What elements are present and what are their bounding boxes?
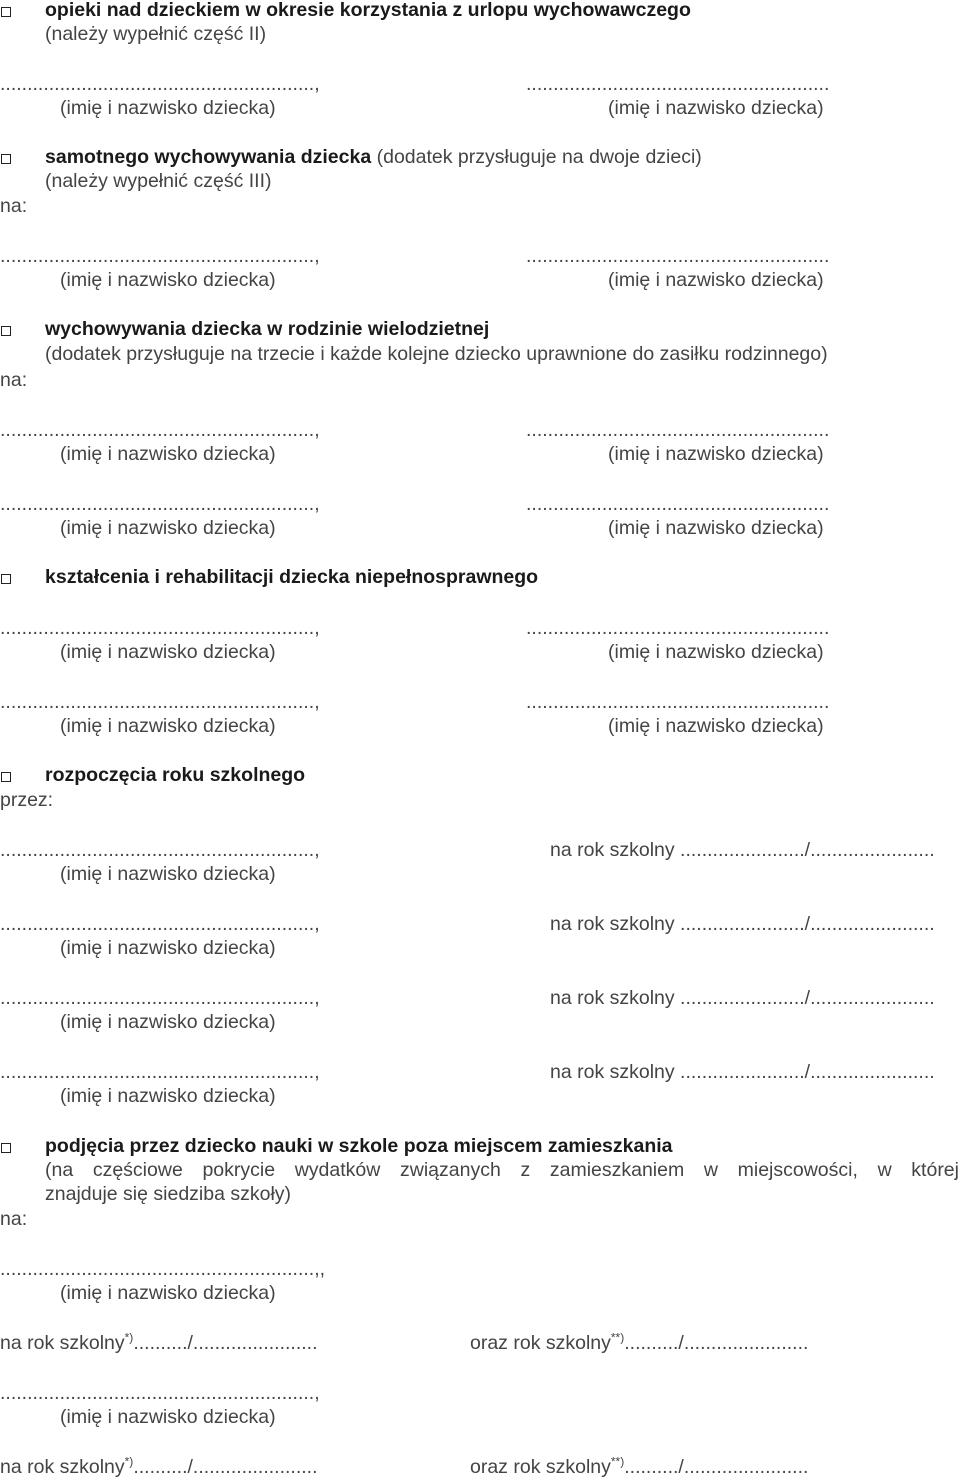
child-name-field[interactable]: .........................................................., bbox=[0, 419, 320, 441]
child-name-field[interactable]: ........................................................ bbox=[526, 245, 830, 267]
child-name-field[interactable]: ........................................................ bbox=[526, 493, 830, 515]
section-title-parental-leave-care: opieki nad dzieckiem w okresie korzystania z urlopu wychowawczego bbox=[45, 0, 691, 21]
child-name-field[interactable]: .........................................................., bbox=[0, 617, 320, 639]
child-name-label: (imię i nazwisko dziecka) bbox=[60, 1406, 276, 1428]
child-name-field[interactable]: ........................................................ bbox=[526, 691, 830, 713]
section-title-large-family: wychowywania dziecka w rodzinie wielodzietnej bbox=[45, 318, 490, 340]
section-title-school-away-from-home: podjęcia przez dziecko nauki w szkole poza miejscem zamieszkania bbox=[45, 1135, 673, 1157]
school-year-field[interactable]: na rok szkolny ......................./....................... bbox=[550, 913, 935, 935]
and-school-year-label: oraz rok szkolny bbox=[470, 1332, 611, 1354]
school-year-field[interactable]: na rok szkolny ......................./....................... bbox=[550, 1061, 935, 1083]
section-title-disabled-child-education: kształcenia i rehabilitacji dziecka niepełnosprawnego bbox=[45, 566, 539, 588]
child-name-label: (imię i nazwisko dziecka) bbox=[608, 641, 824, 663]
child-name-label: (imię i nazwisko dziecka) bbox=[60, 937, 276, 959]
przez-label: przez: bbox=[0, 789, 54, 811]
child-name-field[interactable]: .........................................................., bbox=[0, 691, 320, 713]
section-note-large-family: (dodatek przysługuje na trzecie i każde kolejne dziecko uprawnione do zasiłku rodzinnego) bbox=[45, 343, 828, 365]
checkbox-large-family[interactable] bbox=[1, 326, 11, 336]
child-name-label: (imię i nazwisko dziecka) bbox=[60, 641, 276, 663]
and-school-year-field-star[interactable] bbox=[470, 1455, 808, 1479]
school-year-field[interactable]: na rok szkolny ......................./....................... bbox=[550, 987, 935, 1009]
checkbox-single-parent[interactable] bbox=[1, 154, 11, 164]
child-name-label: (imię i nazwisko dziecka) bbox=[60, 97, 276, 119]
na-label: na: bbox=[0, 195, 28, 217]
and-school-year-dots: ........../....................... bbox=[624, 1456, 809, 1478]
child-name-label: (imię i nazwisko dziecka) bbox=[60, 1282, 276, 1304]
school-year-field-star[interactable] bbox=[0, 1455, 318, 1479]
footnote-marker: *) bbox=[124, 1330, 134, 1345]
child-name-field[interactable]: .........................................................., bbox=[0, 1382, 320, 1404]
footnote-marker: *) bbox=[124, 1454, 134, 1469]
school-year-dots: ........../....................... bbox=[133, 1456, 318, 1478]
school-year-label: na rok szkolny bbox=[0, 1456, 125, 1478]
child-name-field[interactable]: ........................................................ bbox=[526, 617, 830, 639]
child-name-label: (imię i nazwisko dziecka) bbox=[608, 269, 824, 291]
section-note-single-parent: (należy wypełnić część III) bbox=[45, 170, 272, 192]
child-name-label: (imię i nazwisko dziecka) bbox=[60, 1085, 276, 1107]
child-name-field[interactable]: .........................................................., bbox=[0, 913, 320, 935]
section-title-single-parent-note: (dodatek przysługuje na dwoje dzieci) bbox=[376, 146, 702, 168]
child-name-label: (imię i nazwisko dziecka) bbox=[60, 443, 276, 465]
child-name-field[interactable]: .........................................................., bbox=[0, 73, 320, 95]
school-year-field[interactable]: na rok szkolny ......................./....................... bbox=[550, 839, 935, 861]
section-note-school-away-line1: (na częściowe pokrycie wydatków związanych z zamieszkaniem w miejscowości, w której bbox=[45, 1159, 959, 1181]
child-name-label: (imię i nazwisko dziecka) bbox=[60, 269, 276, 291]
section-title-single-parent: samotnego wychowywania dziecka bbox=[45, 146, 372, 168]
footnote-marker: **) bbox=[610, 1454, 625, 1469]
child-name-label: (imię i nazwisko dziecka) bbox=[60, 863, 276, 885]
child-name-label: (imię i nazwisko dziecka) bbox=[608, 517, 824, 539]
child-name-field[interactable]: .........................................................., bbox=[0, 1061, 320, 1083]
child-name-label: (imię i nazwisko dziecka) bbox=[60, 1011, 276, 1033]
and-school-year-label: oraz rok szkolny bbox=[470, 1456, 611, 1478]
na-label: na: bbox=[0, 1208, 28, 1230]
checkbox-parental-leave-care[interactable] bbox=[1, 7, 11, 17]
school-year-dots: ........../....................... bbox=[133, 1332, 318, 1354]
child-name-label: (imię i nazwisko dziecka) bbox=[608, 97, 824, 119]
and-school-year-dots: ........../....................... bbox=[624, 1332, 809, 1354]
child-name-label: (imię i nazwisko dziecka) bbox=[60, 517, 276, 539]
child-name-field[interactable]: .........................................................., bbox=[0, 839, 320, 861]
school-year-label: na rok szkolny bbox=[0, 1332, 125, 1354]
section-title-single-parent-line bbox=[45, 145, 702, 169]
section-title-school-year-start: rozpoczęcia roku szkolnego bbox=[45, 764, 306, 786]
child-name-field[interactable]: ........................................................ bbox=[526, 419, 830, 441]
child-name-field[interactable]: .........................................................., bbox=[0, 493, 320, 515]
section-note-school-away-line2: znajduje się siedziba szkoły) bbox=[45, 1183, 292, 1205]
child-name-label: (imię i nazwisko dziecka) bbox=[60, 715, 276, 737]
child-name-label: (imię i nazwisko dziecka) bbox=[608, 715, 824, 737]
child-name-field[interactable]: ........................................................ bbox=[526, 73, 830, 95]
checkbox-school-year-start[interactable] bbox=[1, 772, 11, 782]
school-year-field-star[interactable] bbox=[0, 1331, 318, 1355]
child-name-label: (imię i nazwisko dziecka) bbox=[608, 443, 824, 465]
child-name-field[interactable]: .........................................................., bbox=[0, 987, 320, 1009]
na-label: na: bbox=[0, 369, 28, 391]
child-name-field[interactable]: .........................................................., bbox=[0, 245, 320, 267]
child-name-field[interactable]: ..........................................................,, bbox=[0, 1258, 326, 1280]
section-note-parental-leave-care: (należy wypełnić część II) bbox=[45, 23, 267, 45]
checkbox-school-away-from-home[interactable] bbox=[1, 1143, 11, 1153]
footnote-marker: **) bbox=[610, 1330, 625, 1345]
and-school-year-field-star[interactable] bbox=[470, 1331, 808, 1355]
checkbox-disabled-child-education[interactable] bbox=[1, 574, 11, 584]
